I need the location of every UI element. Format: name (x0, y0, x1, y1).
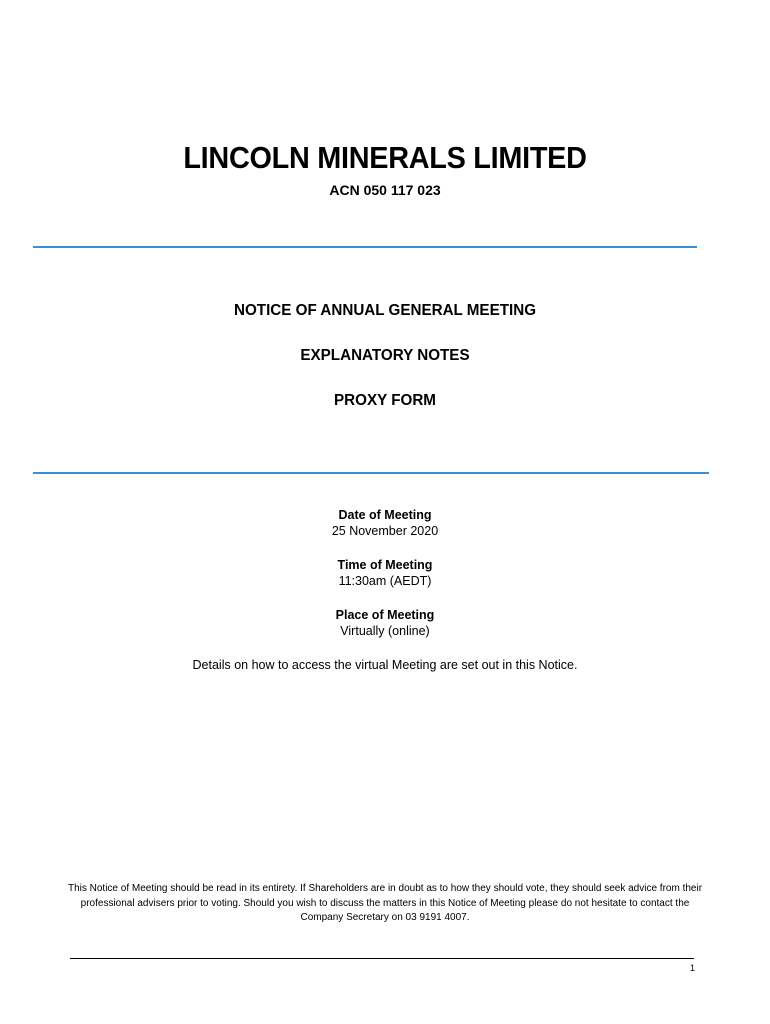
company-name: LINCOLN MINERALS LIMITED (183, 140, 587, 175)
heading-proxy-form: PROXY FORM (334, 392, 436, 409)
middle-divider (33, 472, 709, 474)
virtual-meeting-details: Details on how to access the virtual Meeting are set out in this Notice. (192, 658, 578, 672)
page-number: 1 (690, 963, 696, 973)
meeting-date-value: 25 November 2020 (331, 524, 439, 538)
meeting-place-label: Place of Meeting (335, 608, 435, 622)
heading-explanatory-notes: EXPLANATORY NOTES (300, 347, 470, 364)
disclaimer-text: This Notice of Meeting should be read in its entirety. If Shareholders are in doubt as to how they should vote, they should seek advice from their professional advisers prior to voting. Should you wish to discuss the matters in this Notice of Meeting please do not hesitate to contact the Company Secretary on 03 9191 4007. (67, 883, 703, 923)
top-divider (33, 246, 697, 248)
footer-divider (70, 958, 694, 959)
meeting-date-label: Date of Meeting (338, 508, 432, 522)
company-acn: ACN 050 117 023 (329, 182, 441, 198)
meeting-time-value: 11:30am (AEDT) (338, 574, 432, 588)
meeting-time-label: Time of Meeting (337, 558, 433, 572)
heading-notice-of-agm: NOTICE OF ANNUAL GENERAL MEETING (233, 302, 537, 319)
meeting-place-value: Virtually (online) (340, 624, 430, 638)
